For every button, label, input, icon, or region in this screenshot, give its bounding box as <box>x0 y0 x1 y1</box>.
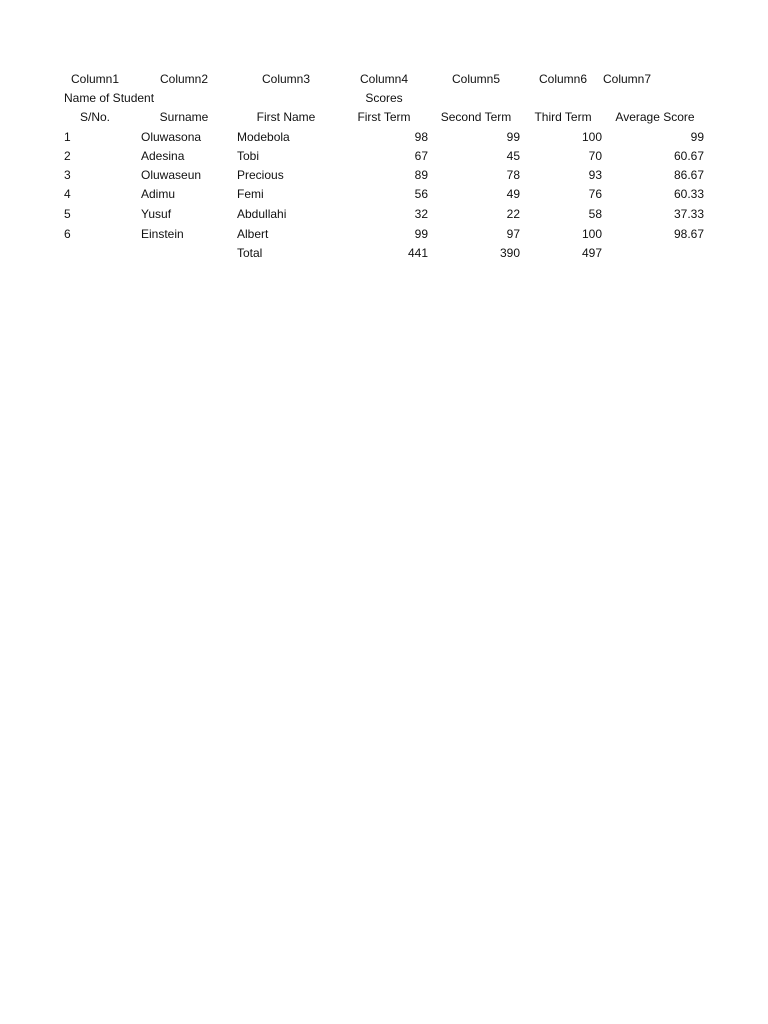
row-4-second-term: 49 <box>506 187 520 201</box>
row-5-third-term: 58 <box>588 207 602 221</box>
row-1-second-term: 99 <box>506 130 520 144</box>
row-6-third-term: 100 <box>581 227 602 241</box>
row-6-surname: Einstein <box>141 227 184 241</box>
row-4-sno: 4 <box>64 187 71 201</box>
header-first-name: First Name <box>256 110 316 124</box>
row-3-first-term: 89 <box>414 168 428 182</box>
header-surname: Surname <box>159 110 209 124</box>
row-3-first-name: Precious <box>237 168 284 182</box>
row-1-surname: Oluwasona <box>141 130 202 144</box>
row-1-average: 99 <box>690 130 704 144</box>
row-2-first-term: 67 <box>414 149 428 163</box>
row-4-first-name: Femi <box>237 187 264 201</box>
total-second-term: 390 <box>499 246 520 260</box>
row-3-surname: Oluwaseun <box>141 168 202 182</box>
row-1-third-term: 100 <box>581 130 602 144</box>
header-average-score: Average Score <box>615 110 695 124</box>
row-2-sno: 2 <box>64 149 71 163</box>
row-5-sno: 5 <box>64 207 71 221</box>
row-1-first-term: 98 <box>414 130 428 144</box>
row-1-sno: 1 <box>64 130 71 144</box>
column-header-1: Column1 <box>70 72 120 86</box>
row-5-first-term: 32 <box>414 207 428 221</box>
row-2-average: 60.67 <box>673 149 704 163</box>
row-4-surname: Adimu <box>141 187 176 201</box>
column-header-6: Column6 <box>538 72 588 86</box>
row-2-third-term: 70 <box>588 149 602 163</box>
row-6-sno: 6 <box>64 227 71 241</box>
column-header-5: Column5 <box>451 72 501 86</box>
column-header-3: Column3 <box>261 72 311 86</box>
header-second-term: Second Term <box>440 110 512 124</box>
row-6-first-term: 99 <box>414 227 428 241</box>
row-6-second-term: 97 <box>506 227 520 241</box>
row-2-first-name: Tobi <box>237 149 260 163</box>
total-third-term: 497 <box>581 246 602 260</box>
row-4-first-term: 56 <box>414 187 428 201</box>
row-4-average: 60.33 <box>673 187 704 201</box>
column-header-2: Column2 <box>159 72 209 86</box>
column-header-7: Column7 <box>603 72 652 86</box>
header-sno: S/No. <box>79 110 110 124</box>
row-5-surname: Yusuf <box>141 207 172 221</box>
row-5-second-term: 22 <box>506 207 520 221</box>
row-3-second-term: 78 <box>506 168 520 182</box>
row-4-third-term: 76 <box>588 187 602 201</box>
group-header-scores: Scores <box>365 91 403 105</box>
header-first-term: First Term <box>357 110 411 124</box>
row-5-first-name: Abdullahi <box>237 207 287 221</box>
row-3-average: 86.67 <box>673 168 704 182</box>
row-1-first-name: Modebola <box>237 130 290 144</box>
row-3-third-term: 93 <box>588 168 602 182</box>
totals-label: Total <box>237 246 263 260</box>
row-2-surname: Adesina <box>141 149 185 163</box>
row-5-average: 37.33 <box>673 207 704 221</box>
row-6-first-name: Albert <box>237 227 269 241</box>
total-first-term: 441 <box>407 246 428 260</box>
row-3-sno: 3 <box>64 168 71 182</box>
column-header-4: Column4 <box>359 72 409 86</box>
header-third-term: Third Term <box>534 110 592 124</box>
row-6-average: 98.67 <box>673 227 704 241</box>
row-2-second-term: 45 <box>506 149 520 163</box>
group-header-name-of-student: Name of Student <box>64 91 155 105</box>
